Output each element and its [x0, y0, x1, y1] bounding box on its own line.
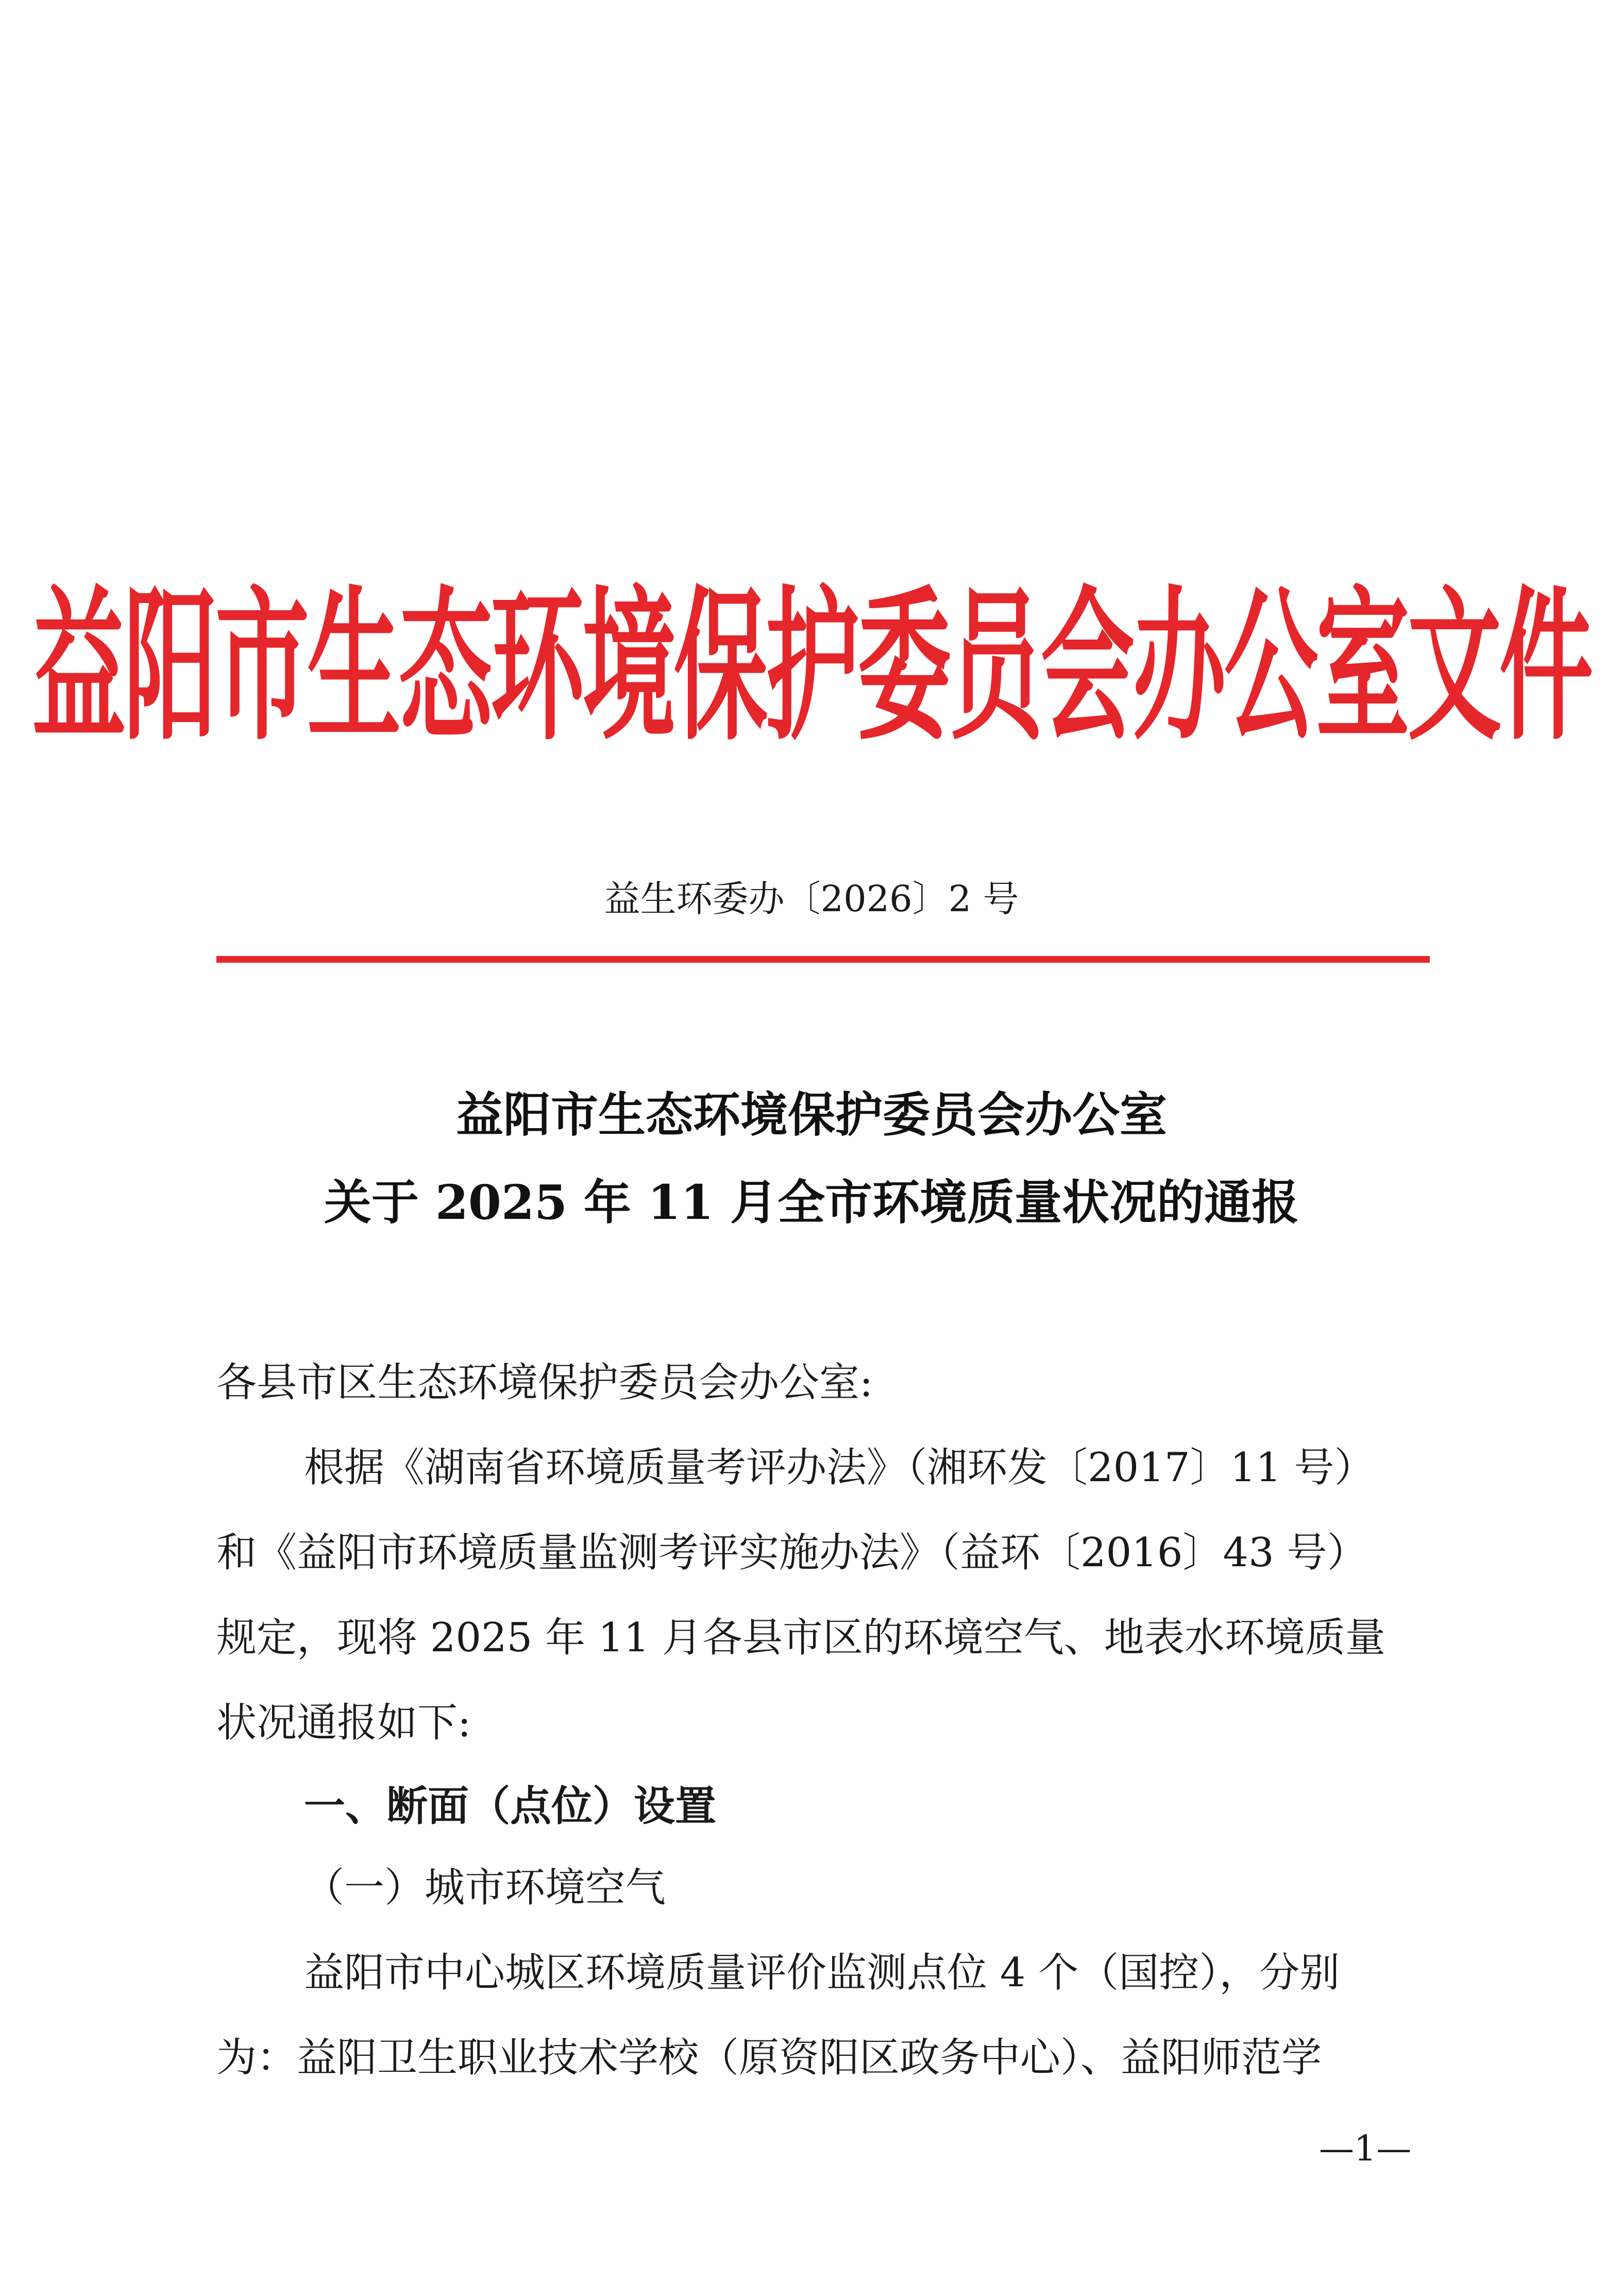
paragraph-2-line-1: 益阳市中心城区环境质量评价监测点位 4 个（国控），分别 [304, 1950, 1340, 1996]
salutation: 各县市区生态环境保护委员会办公室: [216, 1360, 873, 1406]
paragraph-1-line-3: 规定，现将 2025 年 11 月各县市区的环境空气、地表水环境质量 [216, 1615, 1385, 1661]
document-number: 益生环委办〔2026〕2 号 [604, 878, 1019, 920]
paragraph-1-line-4: 状况通报如下: [216, 1700, 471, 1746]
red-divider-line [216, 956, 1430, 963]
paragraph-2-line-2: 为：益阳卫生职业技术学校（原资阳区政务中心）、益阳师范学 [216, 2035, 1322, 2081]
notice-title-line-2: 关于 2025 年 11 月全市环境质量状况的通报 [324, 1175, 1299, 1230]
page-number: —1— [1319, 2129, 1412, 2169]
paragraph-1-line-1: 根据《湖南省环境质量考评办法》（湘环发〔2017〕11 号） [304, 1445, 1375, 1491]
masthead-title: 益阳市生态环境保护委员会办公室文件 [32, 571, 1591, 763]
paragraph-1-line-2: 和《益阳市环境质量监测考评实施办法》（益环〔2016〕43 号） [216, 1530, 1367, 1576]
subsection-heading-1: （一）城市环境空气 [304, 1865, 666, 1911]
notice-title-line-1: 益阳市生态环境保护委员会办公室 [455, 1087, 1167, 1143]
section-heading-1: 一、断面（点位）设置 [304, 1782, 716, 1830]
